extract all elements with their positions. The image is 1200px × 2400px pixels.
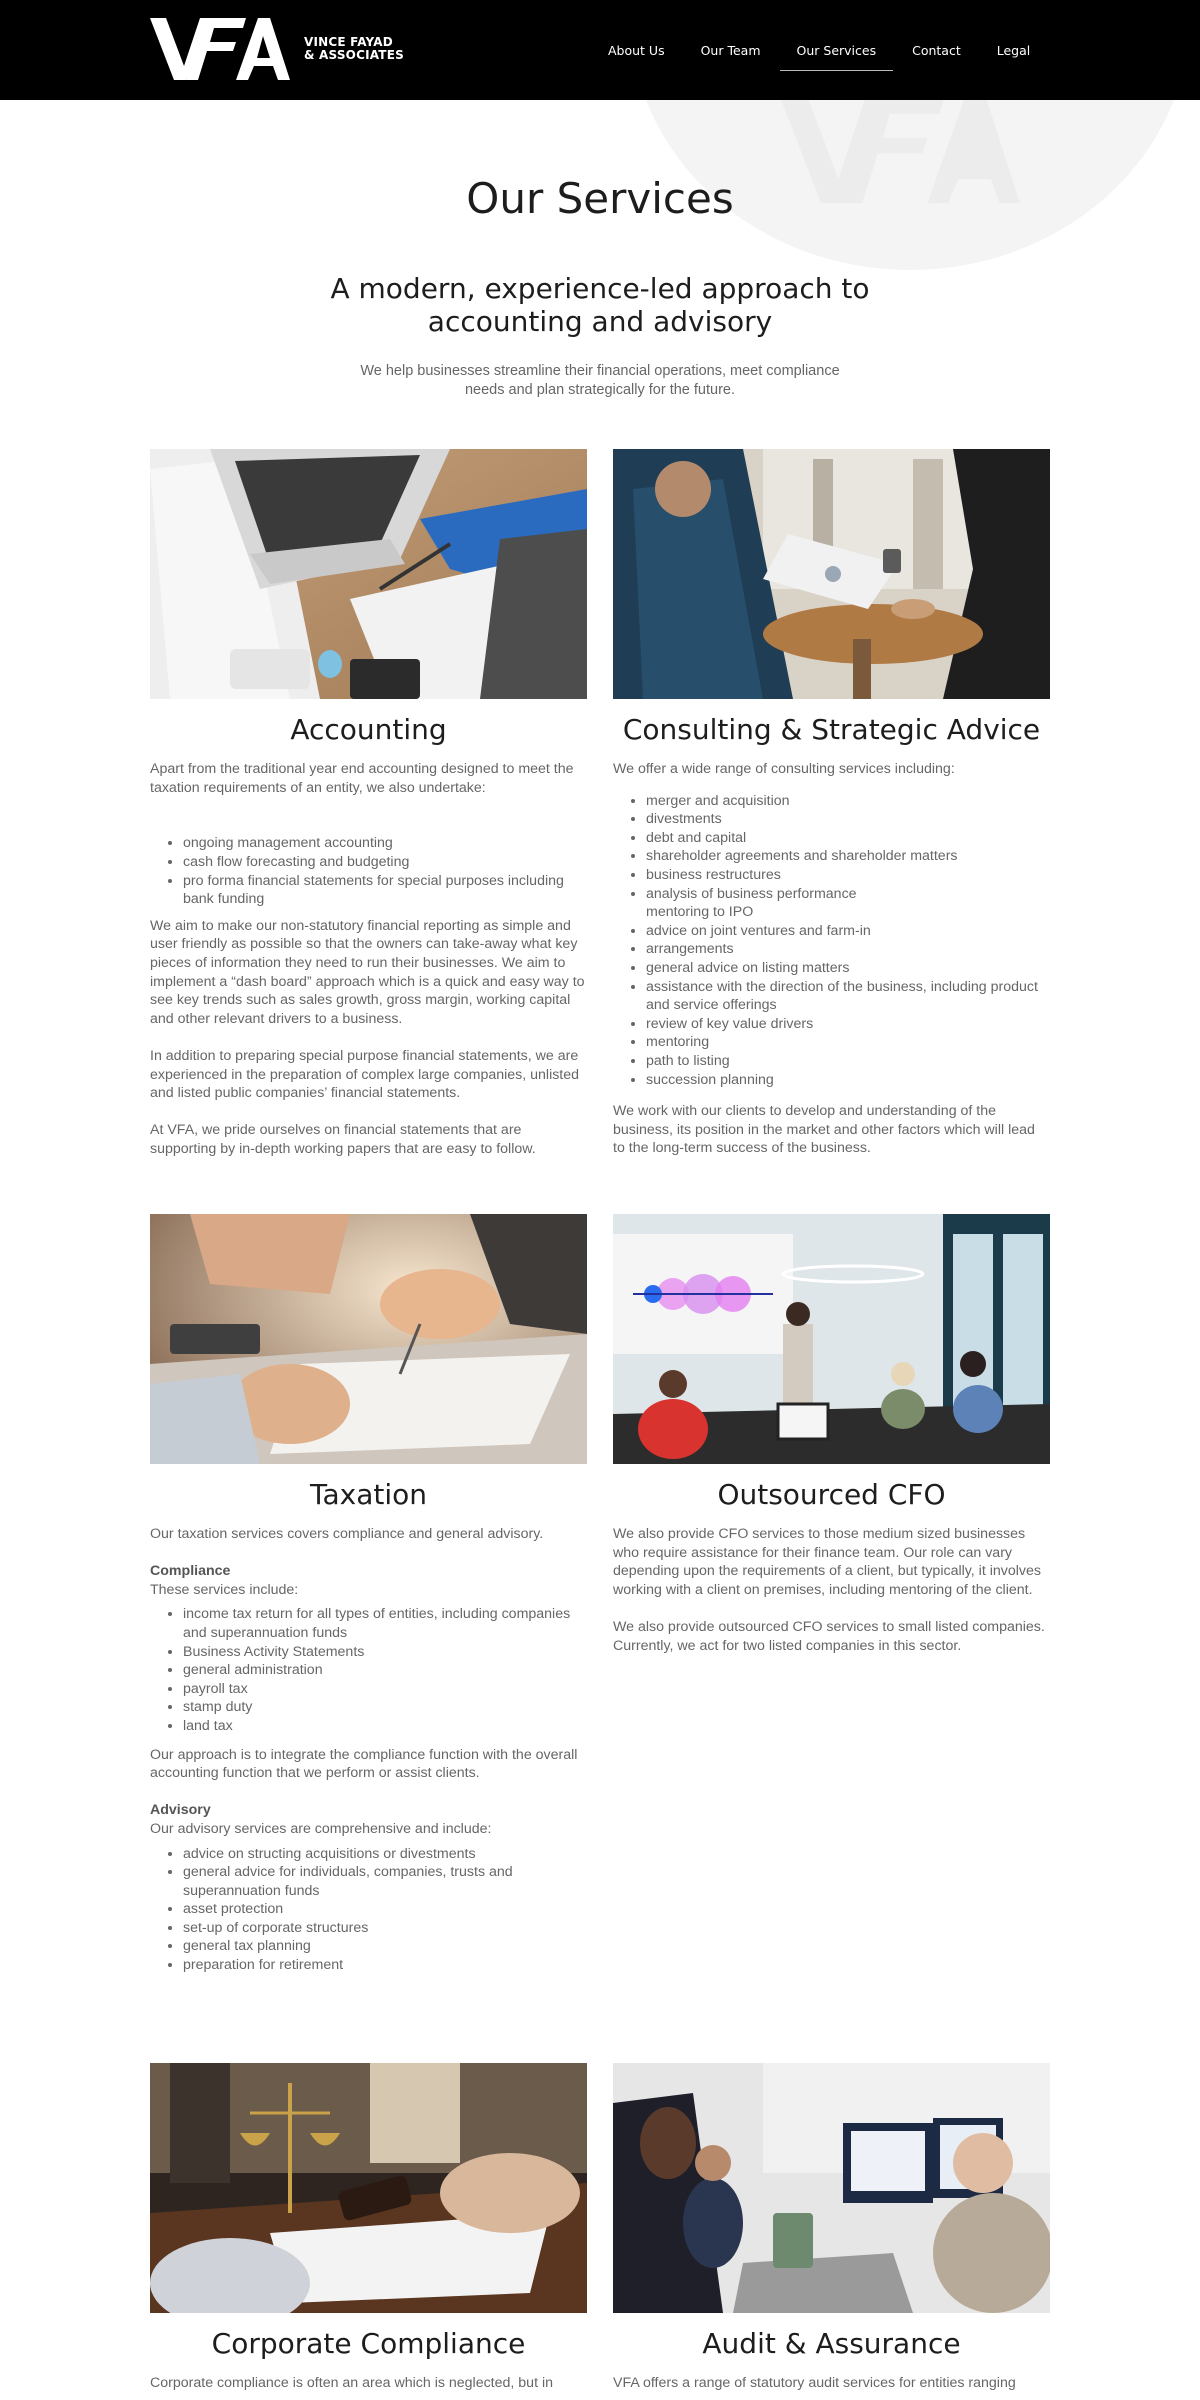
office-monitors-photo: [613, 2063, 1050, 2313]
gavel-scales-photo: [150, 2063, 587, 2313]
nav-our-team[interactable]: Our Team: [700, 42, 761, 58]
list-item: • merger and acquisition: [646, 792, 1050, 811]
service-title-consulting: Consulting & Strategic Advice: [622, 713, 1041, 746]
service-corporate-compliance: [150, 2063, 587, 2393]
nav-our-services[interactable]: Our Services: [780, 0, 894, 100]
list-item: • general advice on listing matters: [646, 959, 1050, 978]
accounting-paragraph-2: In addition to preparing special purpose financial statements, we are experienced in the preparation of complex large companies, unlisted and listed public companies’ financial statements.: [150, 1047, 580, 1102]
list-item: [646, 885, 1050, 922]
signing-document-photo: [150, 1214, 587, 1464]
list-item: • ongoing management accounting: [183, 834, 587, 853]
service-taxation: [150, 1214, 587, 1975]
taxation-advisory-intro: Our advisory services are comprehensive and include:: [150, 1820, 492, 1837]
list-item: • land tax: [183, 1717, 587, 1736]
list-item: • assistance with the direction of the business, including product and service offerings: [646, 978, 1050, 1015]
logo-wordmark: [304, 36, 404, 62]
list-item: • arrangements: [646, 940, 1050, 959]
taxation-compliance-heading: Compliance: [150, 1563, 231, 1580]
list-item: • income tax return for all types of entities, including companies and superannuation funds: [183, 1605, 587, 1642]
list-item: • general advice for individuals, companies, trusts and superannuation funds: [183, 1863, 587, 1900]
service-accounting: [150, 449, 587, 1158]
list-item: • set-up of corporate structures: [183, 1919, 587, 1938]
page-title: Our Services: [466, 174, 734, 223]
cfo-paragraph-2: We also provide outsourced CFO services to small listed companies. Currently, we act for two listed companies in this sector.: [613, 1618, 1045, 1654]
audit-paragraph-1: VFA offers a range of statutory audit services for entities ranging: [613, 2375, 1016, 2391]
list-item-line: mentoring to IPO: [646, 904, 754, 921]
list-item-line: analysis of business performance: [646, 885, 857, 902]
laptop-desk-photo: [150, 449, 587, 699]
list-item: • stamp duty: [183, 1698, 587, 1717]
list-item: • shareholder agreements and shareholder matters: [646, 847, 1050, 866]
service-body-outsourced-cfo: [613, 1525, 1050, 1655]
list-item: • review of key value drivers: [646, 1015, 1050, 1034]
list-item: • advice on structing acquisitions or divestments: [183, 1845, 587, 1864]
list-item: • cash flow forecasting and budgeting: [183, 853, 587, 872]
list-item: • business restructures: [646, 866, 1050, 885]
taxation-paragraph-1: Our approach is to integrate the compliance function with the overall accounting function that we perform or assist clients.: [150, 1746, 578, 1782]
service-body-taxation: [150, 1525, 587, 1975]
presentation-meeting-photo: [613, 1214, 1050, 1464]
accounting-paragraph-1: We aim to make our non-statutory financial reporting as simple and user friendly as possible so that the owners can take-away what key pieces of information they need to run their businesses. We aim to implement a “dash board” approach which is a quick and easy way to see key trends such as sales growth, gross margin, working capital and other relevant drivers to a business.: [150, 917, 585, 1027]
service-body-corporate-compliance: [150, 2374, 587, 2393]
service-body-consulting: [613, 760, 1050, 1158]
cfo-paragraph-1: We also provide CFO services to those medium sized businesses who require assistance for their finance team. Our role can vary depending upon the requirements of a client, but typically, it involves working with a client on premises, including mentoring of the client.: [613, 1526, 1041, 1598]
list-item: • mentoring: [646, 1033, 1050, 1052]
consulting-list: [646, 792, 1050, 1090]
service-title-taxation: Taxation: [310, 1478, 427, 1511]
compliance-paragraph-1: Corporate compliance is often an area which is neglected, but in: [150, 2375, 553, 2391]
list-item: • divestments: [646, 810, 1050, 829]
list-item: • Business Activity Statements: [183, 1643, 587, 1662]
nav-legal[interactable]: Legal: [996, 42, 1031, 58]
list-item: • asset protection: [183, 1900, 587, 1919]
list-item: • path to listing: [646, 1052, 1050, 1071]
service-audit-assurance: [613, 2063, 1050, 2393]
service-consulting: [613, 449, 1050, 1158]
site-logo[interactable]: [150, 16, 404, 82]
business-meeting-photo: [613, 449, 1050, 699]
service-title-audit-assurance: Audit & Assurance: [702, 2327, 961, 2360]
accounting-paragraph-3: At VFA, we pride ourselves on financial statements that are supporting by in-depth working papers that are easy to follow.: [150, 1122, 536, 1157]
list-item: • advice on joint ventures and farm-in: [646, 922, 1050, 941]
logo-line-1: VINCE FAYAD: [304, 35, 393, 49]
accounting-intro: Apart from the traditional year end accounting designed to meet the taxation requirements of an entity, we also undertake:: [150, 761, 574, 796]
taxation-intro: Our taxation services covers compliance and general advisory.: [150, 1526, 544, 1542]
list-item: • preparation for retirement: [183, 1956, 587, 1975]
consulting-paragraph-1: We work with our clients to develop and understanding of the business, its position in the market and other factors which will lead to the long-term success of the business.: [613, 1103, 1035, 1157]
list-item: • general administration: [183, 1661, 587, 1680]
taxation-advisory-heading: Advisory: [150, 1802, 211, 1819]
consulting-intro: We offer a wide range of consulting services including:: [613, 761, 955, 777]
taxation-compliance-list: [183, 1605, 587, 1735]
nav-about-us[interactable]: About Us: [608, 42, 665, 58]
list-item: • succession planning: [646, 1071, 1050, 1090]
page-lead: We help businesses streamline their financial operations, meet compliance needs and plan strategically for the future.: [360, 363, 840, 398]
service-title-accounting: Accounting: [290, 713, 447, 746]
nav-contact[interactable]: Contact: [912, 42, 961, 58]
logo-line-2: & ASSOCIATES: [304, 48, 404, 62]
service-outsourced-cfo: [613, 1214, 1050, 1655]
vfa-logo-icon: [150, 16, 290, 82]
service-title-outsourced-cfo: Outsourced CFO: [717, 1478, 946, 1511]
main-nav: [590, 0, 1048, 100]
service-body-accounting: [150, 760, 587, 1158]
site-header: [0, 0, 1200, 100]
accounting-list: [183, 834, 587, 908]
page-subheading: A modern, experience-led approach to accounting and advisory: [330, 272, 870, 338]
service-body-audit-assurance: [613, 2374, 1050, 2393]
list-item: • pro forma financial statements for special purposes including bank funding: [183, 872, 587, 909]
service-title-corporate-compliance: Corporate Compliance: [211, 2327, 526, 2360]
list-item: • general tax planning: [183, 1937, 587, 1956]
taxation-compliance-intro: These services include:: [150, 1581, 299, 1598]
list-item: • payroll tax: [183, 1680, 587, 1699]
taxation-advisory-list: [183, 1845, 587, 1975]
list-item: • debt and capital: [646, 829, 1050, 848]
